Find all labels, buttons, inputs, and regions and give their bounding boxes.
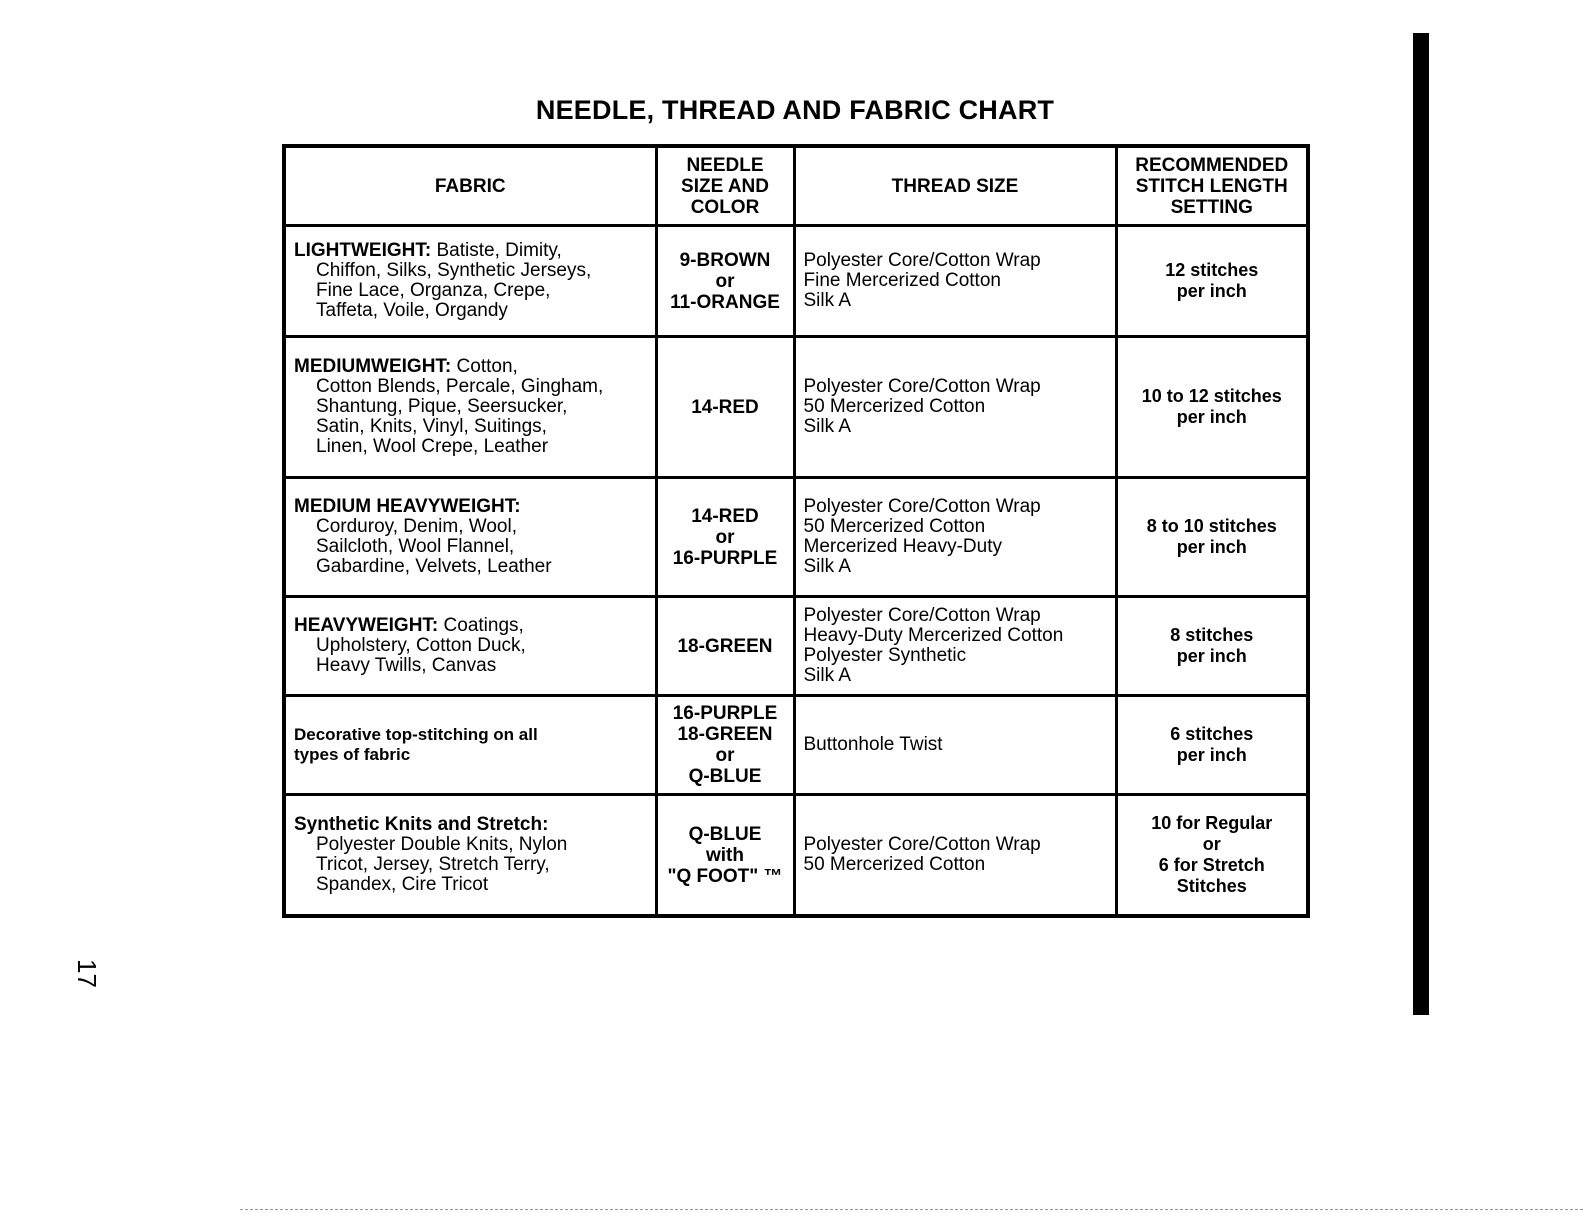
fabric-category: HEAVYWEIGHT: [294,615,439,636]
thread-cell: Polyester Core/Cotton Wrap 50 Mercerized Cotton Silk A [794,337,1116,478]
needle-cell: 16-PURPLE 18-GREEN or Q-BLUE [656,696,794,795]
table-row [284,795,1308,917]
stitch-cell: 8 to 10 stitches per inch [1116,478,1308,597]
table-row [284,478,1308,597]
fabric-cell [284,795,656,917]
header-needle: NEEDLE SIZE AND COLOR [656,146,794,226]
thread-cell: Polyester Core/Cotton Wrap Heavy-Duty Mercerized Cotton Polyester Synthetic Silk A [794,597,1116,696]
thread-cell: Polyester Core/Cotton Wrap 50 Mercerized Cotton Mercerized Heavy-Duty Silk A [794,478,1116,597]
fabric-category: LIGHTWEIGHT: [294,240,432,261]
table-row [284,337,1308,478]
stitch-cell: 6 stitches per inch [1116,696,1308,795]
table-row [284,597,1308,696]
fabric-list: Polyester Double Knits, Nylon Tricot, Jersey, Stretch Terry, Spandex, Cire Tricot [316,834,568,895]
stitch-cell: 8 stitches per inch [1116,597,1308,696]
thread-cell: Buttonhole Twist [794,696,1116,795]
needle-cell: 14-RED or 16-PURPLE [656,478,794,597]
thread-cell: Polyester Core/Cotton Wrap Fine Mercerized Cotton Silk A [794,226,1116,337]
needle-thread-fabric-table [282,144,1310,918]
needle-cell: 9-BROWN or 11-ORANGE [656,226,794,337]
fabric-cell [284,337,656,478]
fabric-list: Chiffon, Silks, Synthetic Jerseys, Fine Lace, Organza, Crepe, Taffeta, Voile, Organdy [316,260,592,321]
fabric-list: Cotton Blends, Percale, Gingham, Shantung, Pique, Seersucker, Satin, Knits, Vinyl, Suitings, Linen, Wool Crepe, Leather [316,376,604,457]
page-edge-bar [1413,33,1429,1015]
stitch-cell: 10 for Regular or 6 for Stretch Stitches [1116,795,1308,917]
table-header-row [284,146,1308,226]
stitch-cell: 10 to 12 stitches per inch [1116,337,1308,478]
fabric-first-line: Coatings, [438,615,524,636]
stitch-cell: 12 stitches per inch [1116,226,1308,337]
fabric-category: Decorative top-stitching on all types of fabric [294,725,538,764]
header-stitch: RECOMMENDED STITCH LENGTH SETTING [1116,146,1308,226]
chart-title: NEEDLE, THREAD AND FABRIC CHART [535,95,1055,125]
table-row [284,696,1308,795]
fabric-list: Corduroy, Denim, Wool, Sailcloth, Wool Flannel, Gabardine, Velvets, Leather [316,516,552,577]
fabric-first-line: Batiste, Dimity, [431,240,562,261]
header-fabric: FABRIC [284,146,656,226]
fabric-cell [284,597,656,696]
fabric-category: Synthetic Knits and Stretch: [294,814,549,835]
fabric-cell [284,478,656,597]
fabric-cell [284,696,656,795]
thread-cell: Polyester Core/Cotton Wrap 50 Mercerized Cotton [794,795,1116,917]
bottom-divider [240,1209,1583,1210]
needle-cell: 14-RED [656,337,794,478]
fabric-cell [284,226,656,337]
page-number: 17 [71,959,102,988]
fabric-category: MEDIUMWEIGHT: [294,356,452,377]
needle-cell: 18-GREEN [656,597,794,696]
fabric-category: MEDIUM HEAVYWEIGHT: [294,496,521,517]
fabric-first-line: Cotton, [451,356,518,377]
needle-cell: Q-BLUE with "Q FOOT" ™ [656,795,794,917]
header-thread: THREAD SIZE [794,146,1116,226]
table-row [284,226,1308,337]
fabric-list: Upholstery, Cotton Duck, Heavy Twills, Canvas [316,635,526,676]
